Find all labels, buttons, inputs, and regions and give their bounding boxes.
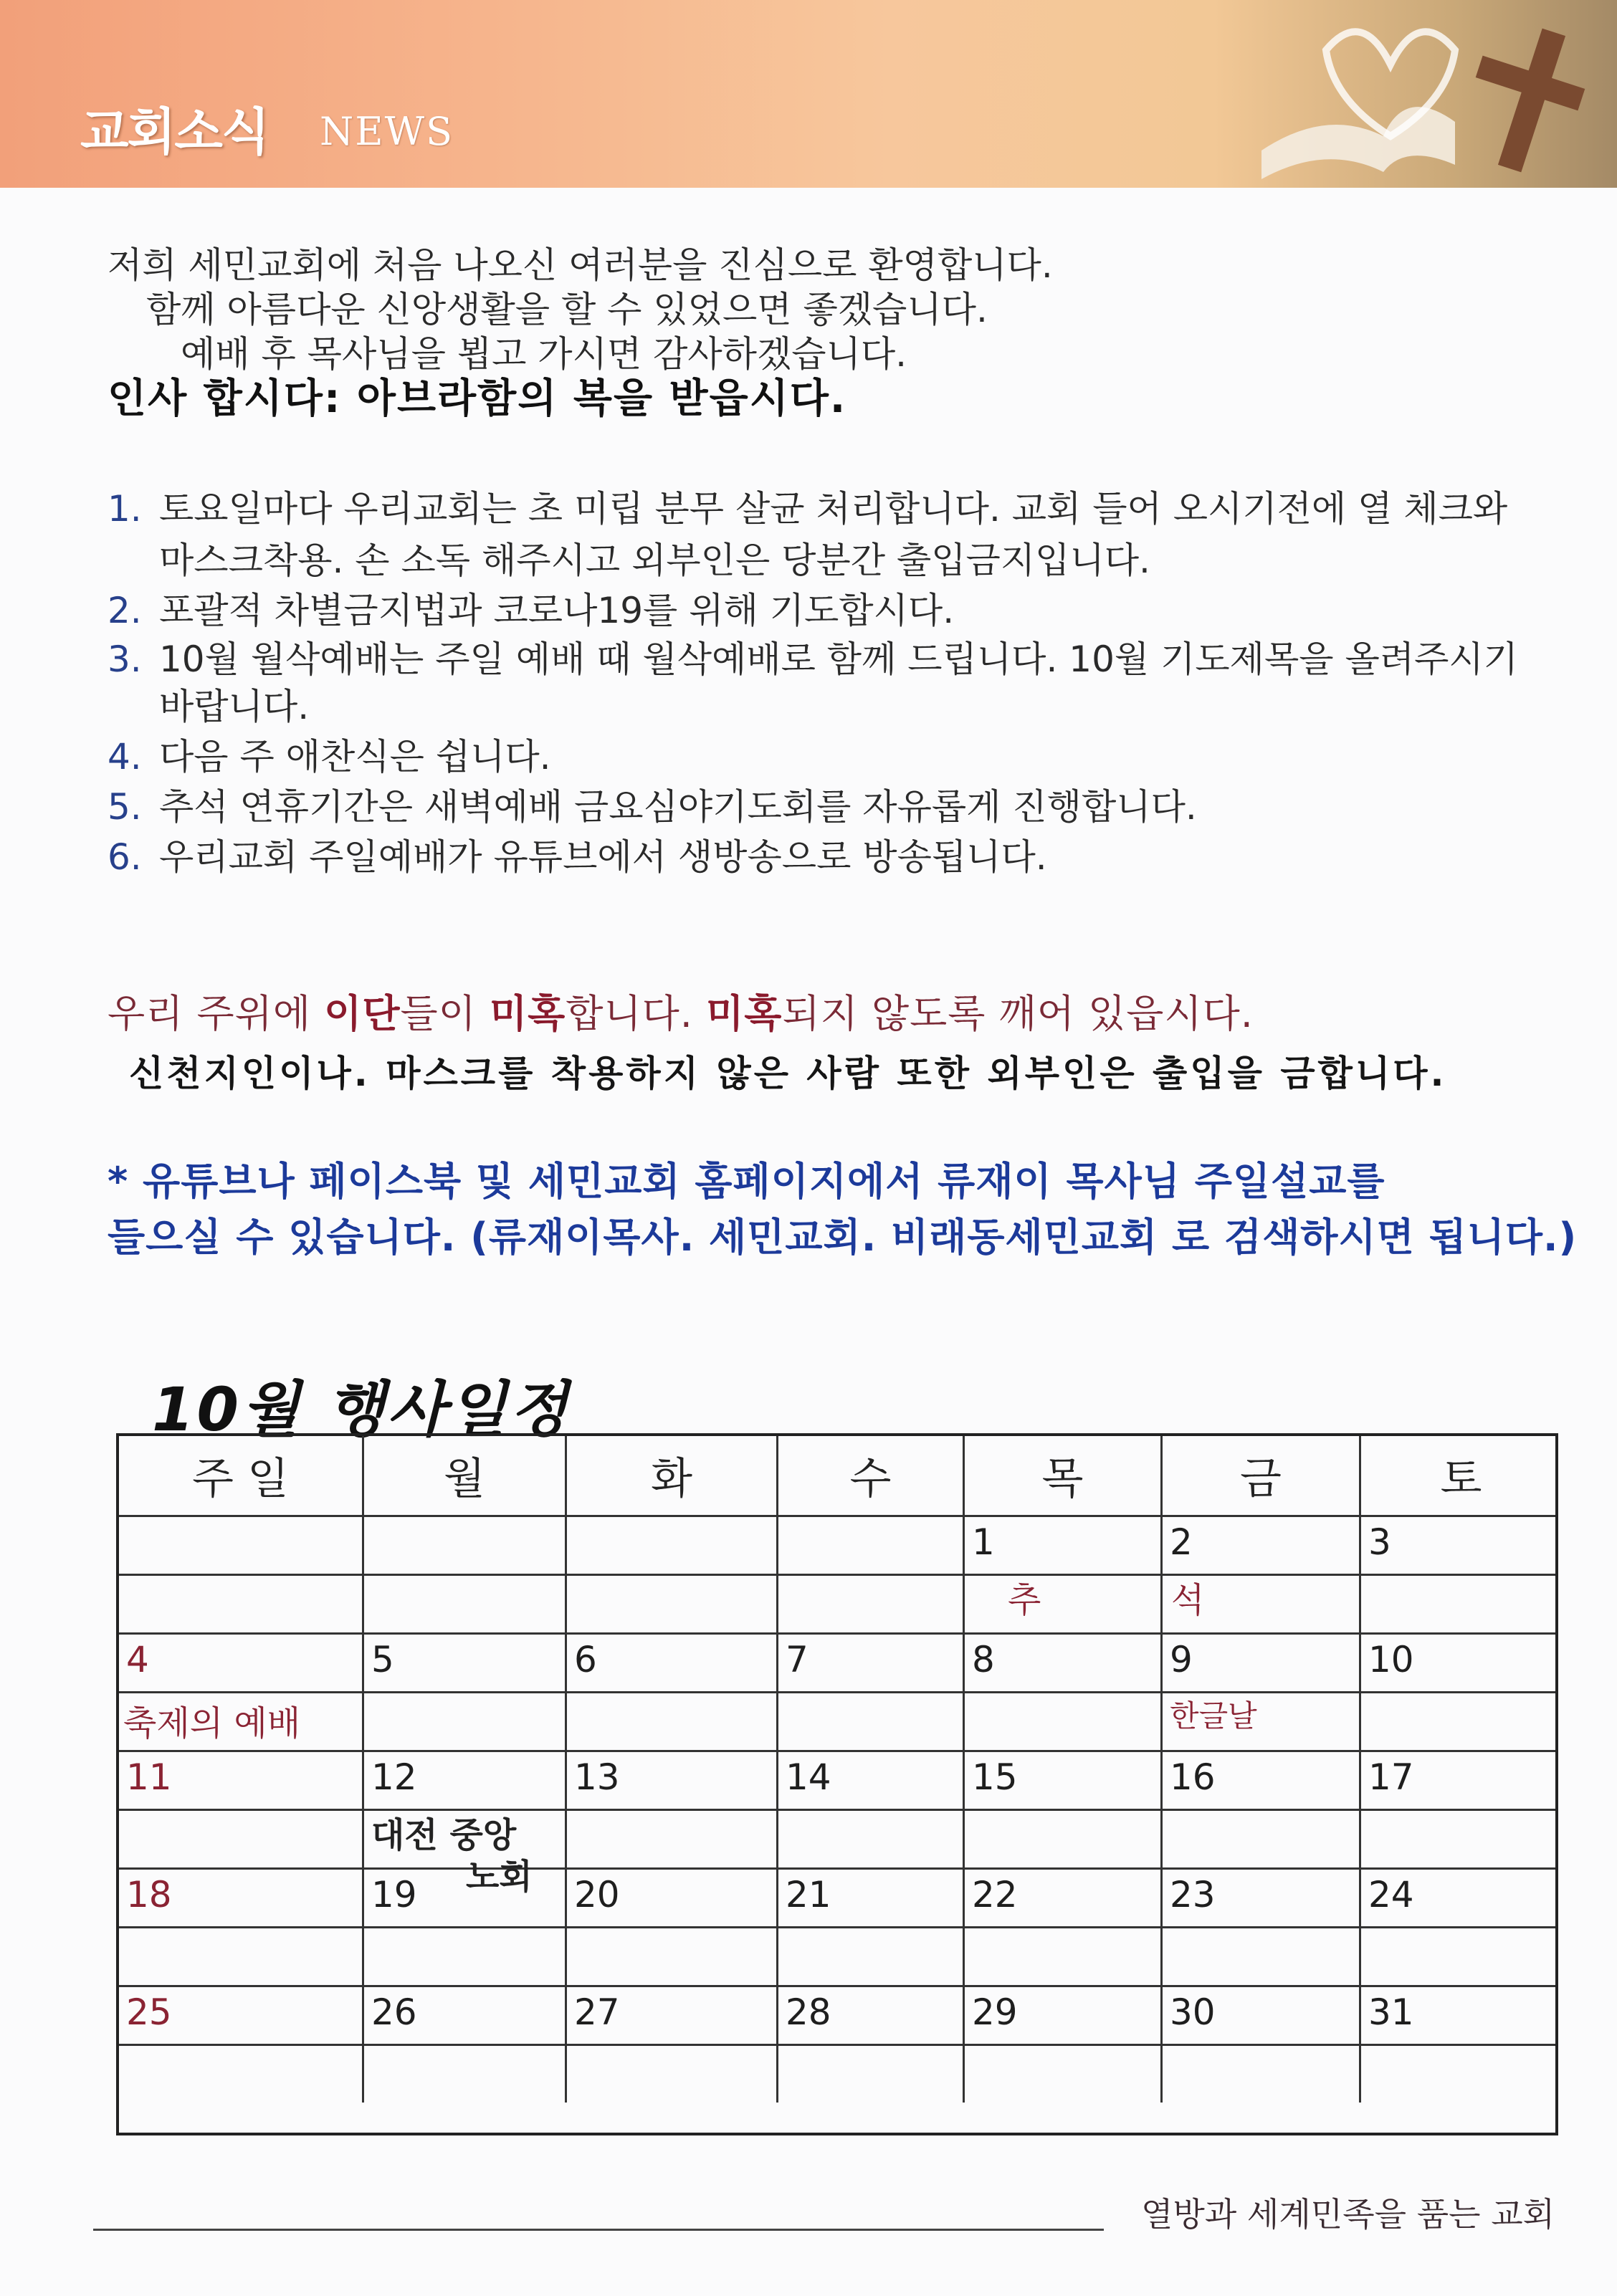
calendar-day-number: 17 (1368, 1756, 1414, 1798)
calendar-day-number: 30 (1170, 1991, 1216, 2033)
footer-divider (93, 2229, 1104, 2231)
event-presbytery: 노회 (466, 1857, 533, 1897)
notice-3 (108, 631, 1518, 682)
calendar-cell (567, 1985, 778, 2044)
calendar-cell (567, 1750, 778, 1809)
calendar-cell (965, 1515, 1163, 1574)
calendar-day-number: 29 (972, 1991, 1018, 2033)
weekday-header: 금 (1163, 1436, 1361, 1515)
notice-5 (108, 778, 1197, 830)
calendar-event-cell (567, 1926, 778, 1985)
calendar-day-number: 1 (972, 1521, 995, 1563)
calendar-event-cell (965, 1809, 1163, 1867)
calendar-event-cell (1361, 1926, 1555, 1985)
calendar-event-cell (1361, 1809, 1555, 1867)
greeting-line-4: 인사 합시다: 아브라함의 복을 받읍시다. (108, 376, 847, 422)
calendar-day-number: 5 (371, 1639, 394, 1680)
calendar-event-cell (965, 1926, 1163, 1985)
youtube-line-1: * 유튜브나 페이스북 및 세민교회 홈페이지에서 류재이 목사님 주일설교를 (108, 1159, 1385, 1204)
notice-text: 추석 연휴기간은 새벽예배 금요심야기도회를 자유롭게 진행합니다. (159, 786, 1197, 828)
calendar-event-cell (364, 1691, 567, 1750)
calendar-day-number: 13 (574, 1756, 620, 1798)
calendar-cell (965, 1985, 1163, 2044)
calendar-event-cell (1361, 1574, 1555, 1632)
calendar-cell (364, 1515, 567, 1574)
calendar-day-number: 19 (371, 1874, 417, 1915)
calendar-day-number: 20 (574, 1874, 620, 1915)
calendar-event-cell (778, 1926, 965, 1985)
calendar-cell (1361, 1515, 1555, 1574)
calendar-day-number: 21 (786, 1874, 831, 1915)
calendar-cell (778, 1867, 965, 1926)
calendar-day-number: 12 (371, 1756, 417, 1798)
calendar-cell (1163, 1515, 1361, 1574)
calendar-day-number: 28 (786, 1991, 831, 2033)
calendar-day-number: 10 (1368, 1639, 1414, 1680)
calendar-day-number: 24 (1368, 1874, 1414, 1915)
calendar-event-cell (1163, 1809, 1361, 1867)
event-chuseok: 추 (1008, 1580, 1041, 1620)
calendar-event-cell (119, 1574, 364, 1632)
calendar-day-number: 23 (1170, 1874, 1216, 1915)
calendar-day-number: 18 (126, 1874, 172, 1915)
header-banner (0, 0, 1617, 188)
calendar-cell (1361, 1985, 1555, 2044)
calendar-day-number: 25 (126, 1991, 172, 2033)
calendar-day-number: 6 (574, 1639, 597, 1680)
calendar-event-cell (364, 1926, 567, 1985)
calendar-table (116, 1433, 1558, 2135)
calendar-cell (1163, 1750, 1361, 1809)
calendar-cell (567, 1867, 778, 1926)
calendar-day-number: 3 (1368, 1521, 1391, 1563)
event-chuseok: 석 (1171, 1580, 1205, 1620)
event-festival-worship: 축제의 예배 (123, 1703, 301, 1743)
calendar-cell (119, 1632, 364, 1691)
calendar-day-number: 4 (126, 1639, 149, 1680)
calendar-cell (1361, 1750, 1555, 1809)
calendar-day-number: 16 (1170, 1756, 1216, 1798)
calendar-day-number: 15 (972, 1756, 1018, 1798)
calendar-title: 10월 행사일정 (152, 1374, 571, 1445)
calendar-day-number: 31 (1368, 1991, 1414, 2033)
footer-slogan: 열방과 세계민족을 품는 교회 (1141, 2195, 1555, 2234)
calendar-event-cell (1163, 2044, 1361, 2103)
greeting-line-2: 함께 아름다운 신앙생활을 할 수 있었으면 좋겠습니다. (146, 289, 988, 330)
calendar-event-cell (1361, 2044, 1555, 2103)
warning-emphasis: 이단 (324, 991, 401, 1036)
calendar-cell (778, 1985, 965, 2044)
notice-number: 2. (108, 590, 142, 631)
calendar-cell (119, 1750, 364, 1809)
notice-1 (108, 480, 1507, 532)
calendar-cell (1163, 1867, 1361, 1926)
weekday-header: 월 (364, 1436, 567, 1515)
weekday-header: 목 (965, 1436, 1163, 1515)
calendar-cell (364, 1985, 567, 2044)
greeting-line-3: 예배 후 목사님을 뵙고 가시면 감사하겠습니다. (181, 333, 907, 375)
calendar-event-cell (567, 1691, 778, 1750)
notice-number: 3. (108, 638, 142, 680)
calendar-event-cell (119, 2044, 364, 2103)
calendar-event-cell (1163, 1926, 1361, 1985)
calendar-event-cell (567, 1574, 778, 1632)
calendar-cell (778, 1632, 965, 1691)
calendar-cell (119, 1867, 364, 1926)
calendar-event-cell (778, 1574, 965, 1632)
calendar-day-number: 8 (972, 1639, 995, 1680)
calendar-event-cell (965, 1691, 1163, 1750)
calendar-cell (965, 1867, 1163, 1926)
calendar-event-cell (364, 2044, 567, 2103)
calendar-cell (1361, 1632, 1555, 1691)
notice-number: 4. (108, 736, 142, 778)
calendar-cell (778, 1515, 965, 1574)
notice-4 (108, 728, 551, 780)
event-hangul-day: 한글날 (1170, 1698, 1257, 1733)
calendar-cell (1163, 1632, 1361, 1691)
calendar-event-cell (778, 1691, 965, 1750)
youtube-line-2: 들으실 수 있습니다. (류재이목사. 세민교회. 비래동세민교회 로 검색하시면 됩니다.) (108, 1215, 1578, 1260)
weekday-header: 수 (778, 1436, 965, 1515)
notice-3-cont: 바랍니다. (159, 686, 310, 727)
calendar-day-number: 22 (972, 1874, 1018, 1915)
calendar-cell (567, 1632, 778, 1691)
calendar-cell (778, 1750, 965, 1809)
calendar-event-cell (119, 1926, 364, 1985)
calendar-event-cell (567, 2044, 778, 2103)
notice-text: 포괄적 차별금지법과 코로나19를 위해 기도합시다. (159, 590, 955, 631)
bible-cross-icon (1218, 0, 1617, 188)
calendar-cell (567, 1515, 778, 1574)
warning-emphasis: 미혹 (706, 991, 783, 1036)
calendar-event-cell (364, 1574, 567, 1632)
notice-6 (108, 828, 1047, 880)
warning-line-1: 우리 주위에 이단들이 미혹합니다. 미혹되지 않도록 깨어 있읍시다. (108, 991, 1254, 1036)
event-presbytery: 대전 중앙 (371, 1815, 517, 1855)
notice-text: 토요일마다 우리교회는 초 미립 분무 살균 처리합니다. 교회 들어 오시기전에 열 체크와 (159, 488, 1508, 530)
warning-emphasis: 미혹 (489, 991, 566, 1036)
calendar-day-number: 14 (786, 1756, 831, 1798)
calendar-cell (965, 1632, 1163, 1691)
greeting-line-1: 저희 세민교회에 처음 나오신 여러분을 진심으로 환영합니다. (108, 244, 1053, 286)
calendar-day-number: 9 (1170, 1639, 1193, 1680)
header-title: 교회소식 (80, 102, 269, 161)
calendar-event-cell (567, 1809, 778, 1867)
calendar-event-cell (1361, 1691, 1555, 1750)
calendar-cell (364, 1632, 567, 1691)
calendar-event-cell (119, 1809, 364, 1867)
notice-text: 10월 월삭예배는 주일 예배 때 월삭예배로 함께 드립니다. 10월 기도제목을 올려주시기 (159, 638, 1518, 680)
calendar-event-cell (778, 1809, 965, 1867)
notice-text: 다음 주 애찬식은 쉽니다. (159, 736, 551, 778)
calendar-day-number: 2 (1170, 1521, 1193, 1563)
weekday-header: 토 (1440, 1454, 1482, 1504)
calendar-event-cell (965, 2044, 1163, 2103)
calendar-cell (965, 1750, 1163, 1809)
calendar-cell (1163, 1985, 1361, 2044)
calendar-day-number: 26 (371, 1991, 417, 2033)
calendar-cell (119, 1985, 364, 2044)
calendar-event-cell (965, 1574, 1163, 1632)
calendar-cell (119, 1515, 364, 1574)
weekday-header: 화 (567, 1436, 778, 1515)
calendar-day-number: 7 (786, 1639, 808, 1680)
calendar-cell (1361, 1867, 1555, 1926)
notice-1-cont: 마스크착용. 손 소독 해주시고 외부인은 당분간 출입금지입니다. (159, 540, 1150, 581)
header-subtitle: NEWS (320, 109, 454, 154)
notice-2 (108, 582, 954, 633)
notice-number: 6. (108, 836, 142, 878)
weekday-header: 주 일 (119, 1436, 364, 1515)
calendar-cell (364, 1750, 567, 1809)
calendar-day-number: 27 (574, 1991, 620, 2033)
notice-number: 5. (108, 786, 142, 828)
warning-line-2: 신천지인이나. 마스크를 착용하지 않은 사람 또한 외부인은 출입을 금합니다. (129, 1053, 1447, 1094)
calendar-day-number: 11 (126, 1756, 172, 1798)
notice-text: 우리교회 주일예배가 유튜브에서 생방송으로 방송됩니다. (159, 836, 1047, 878)
calendar-event-cell (778, 2044, 965, 2103)
notice-number: 1. (108, 488, 142, 530)
